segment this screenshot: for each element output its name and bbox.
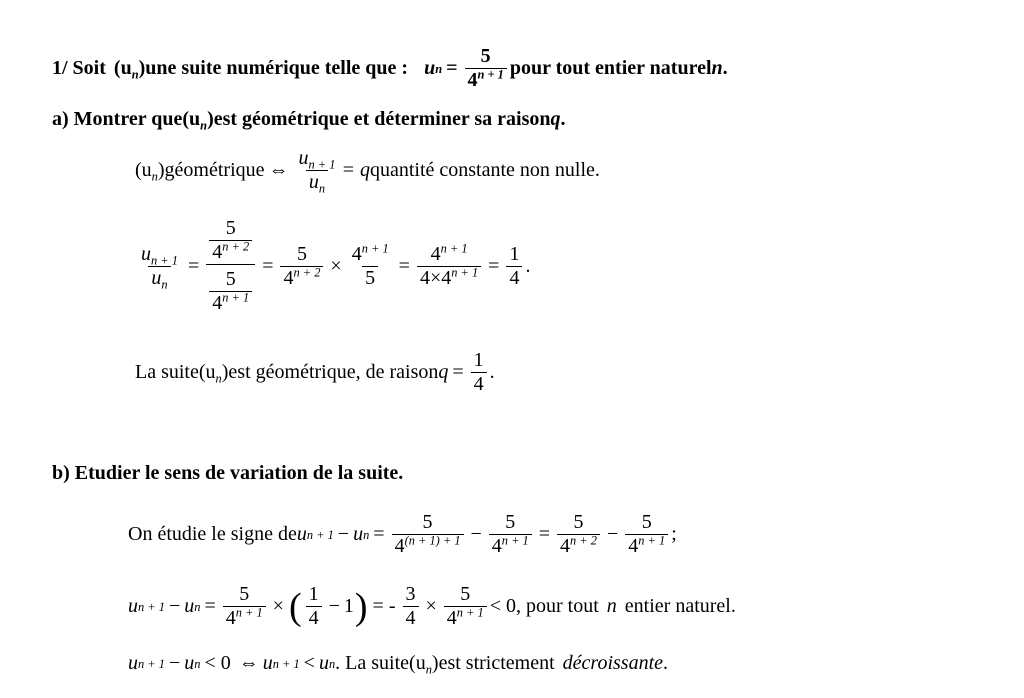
ratio-fraction: $\frac{u_{n + 1}}{u_n}$ bbox=[298, 147, 336, 196]
question-1-prefix: 1/ Soit bbox=[52, 57, 106, 79]
sign-study: On étudie le signe de u n + 1 − u n = $\frac{5}{4^{(n + 1) + 1}}$ − $\frac{5}{4^{n + 1}}$ = $\frac{5}{4^{n + 2}}$ − $\frac{5}{4^{n + 1}}$ ; bbox=[128, 511, 677, 557]
question-b: b) Etudier le sens de variation de la suite. bbox=[52, 462, 404, 484]
geometric-definition: $(u_n)$ géométrique ⇔ $\frac{u_{n + 1}}{u_n}$ = q quantité constante non nulle. bbox=[135, 147, 600, 196]
difference-computation: u n + 1 − u n = $\frac{5}{4^{n + 1}}$ × ( $\frac{1}{4}$ − 1 ) = - $\frac{3}{4}$ × $\frac{5}{4^{n + 1}}$ < 0 , pour tout n entier naturel. bbox=[128, 583, 736, 629]
decreasing-word: décroissante bbox=[562, 652, 664, 674]
geometric-conclusion: La suite $(u_n)$ est géométrique, de raison q = $\frac{1}{4}$ . bbox=[135, 349, 495, 395]
equivalence-symbol: ⇔ bbox=[268, 159, 289, 181]
variation-conclusion: u n + 1 − u n < 0 ⇔ u n + 1 < u n . La suite $(u_n)$ est strictement décroissante . bbox=[128, 652, 669, 677]
ratio-computation: $\frac{u_{n + 1}}{u_n}$ = $\frac{\frac{5}{4^{n + 2}}}{\frac{5}{4^{n + 1}}}$ = $\frac{5}{4^{n + 2}}$ × $\frac{4^{n + 1}}{5}$ = $\frac{4^{n + 1}}{4\times 4^{n + 1}}$ = $\frac{1}{4}$ . bbox=[141, 217, 531, 314]
question-a: a) Montrer que $(u_n)$ est géométrique et déterminer sa raison q . bbox=[52, 108, 566, 133]
sequence-notation: $(u_n)$ bbox=[113, 57, 146, 82]
question-1: 1/ Soit $(u_n)$ une suite numérique telle que : u n = $\frac{5}{4^{n + 1}}$ pour tout entier naturel n . bbox=[52, 45, 728, 91]
compound-fraction: $\frac{\frac{5}{4^{n + 2}}}{\frac{5}{4^{n + 1}}}$ bbox=[206, 218, 255, 314]
fraction-un-definition: $\frac{5}{4^{n + 1}}$ bbox=[465, 46, 507, 91]
